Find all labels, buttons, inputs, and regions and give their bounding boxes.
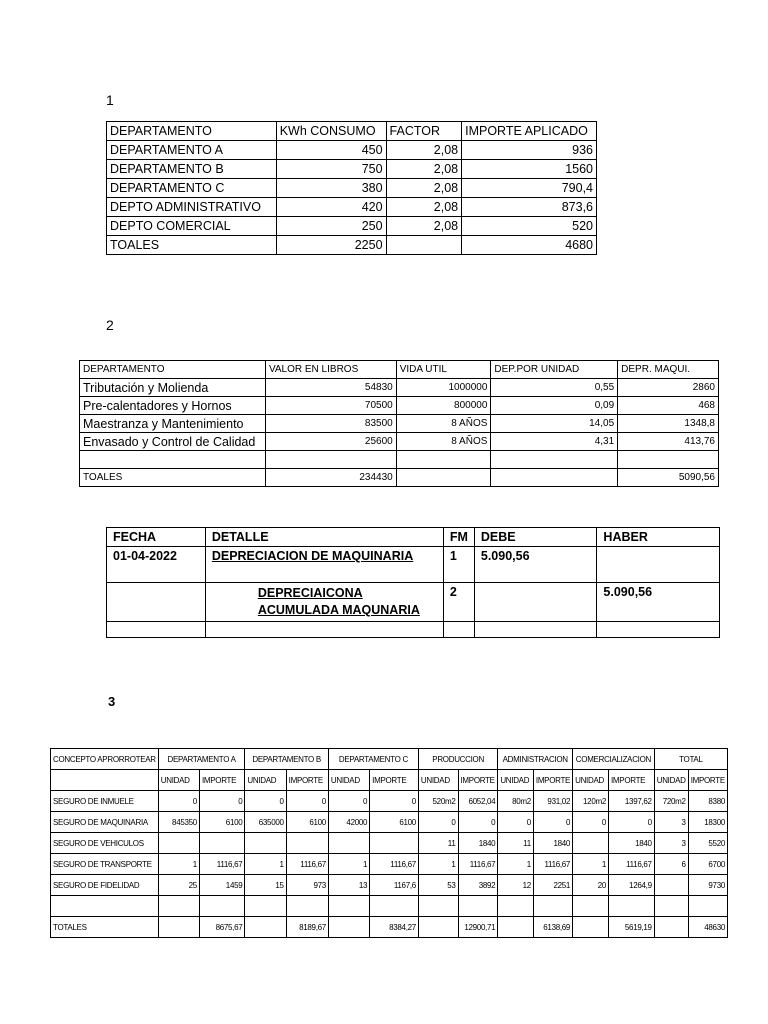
- cell-unidad: 25: [158, 875, 199, 896]
- cell-unidad: 0: [418, 812, 458, 833]
- journal-entry-table: [106, 527, 720, 638]
- empty-cell: [443, 622, 474, 638]
- cell-unidad: 1: [498, 854, 534, 875]
- header-factor: FACTOR: [386, 122, 462, 141]
- header-haber: HABER: [597, 528, 720, 547]
- cell-detalle: [205, 583, 443, 622]
- cell-dep-unidad: 14,05: [491, 415, 618, 433]
- cell-departamento: DEPARTAMENTO B: [107, 160, 277, 179]
- cell-detalle: DEPRECIACION DE MAQUINARIA: [205, 547, 443, 583]
- cell-importe: 0: [286, 791, 328, 812]
- cell-fm: 1: [443, 547, 474, 583]
- credit-account-text: DEPRECIAICONA ACUMULADA MAQUNARIA: [257, 586, 420, 617]
- subheader-unidad: UNIDAD: [328, 770, 369, 791]
- cell-unidad: 1: [418, 854, 458, 875]
- total-cell: 6138,69: [533, 917, 572, 938]
- cell-factor: 2,08: [386, 217, 462, 236]
- cell-depr-maqui: 2860: [618, 379, 719, 397]
- journal-row-credit: [107, 583, 720, 622]
- cell-unidad: 0: [498, 812, 534, 833]
- cell-departamento: DEPARTAMENTO C: [107, 179, 277, 198]
- total-cell: [245, 917, 286, 938]
- electricity-allocation-table: [106, 121, 597, 255]
- cell-importe: 1116,67: [533, 854, 572, 875]
- cell-haber: 5.090,56: [597, 583, 720, 622]
- header-vida-util: VIDA UTIL: [396, 361, 491, 379]
- empty-cell: [245, 896, 286, 917]
- header-valor-en-libros: VALOR EN LIBROS: [265, 361, 396, 379]
- cell-importe: 0: [199, 791, 244, 812]
- cell-importe: [286, 833, 328, 854]
- cell-unidad: 520m2: [418, 791, 458, 812]
- cell-unidad: 0: [328, 791, 369, 812]
- cell-dep-unidad: 0,09: [491, 397, 618, 415]
- cell-importe: 0: [609, 812, 655, 833]
- total-label: TOALES: [107, 236, 277, 255]
- table-row: [80, 397, 719, 415]
- cell-unidad: 1: [573, 854, 609, 875]
- cell-unidad: 13: [328, 875, 369, 896]
- cell-importe: 1116,67: [370, 854, 419, 875]
- table-row: [51, 875, 728, 896]
- total-depr-maqui: 5090,56: [618, 469, 719, 487]
- cell-factor: 2,08: [386, 198, 462, 217]
- empty-cell: [370, 896, 419, 917]
- total-cell: 5619,19: [609, 917, 655, 938]
- cell-dep-unidad: 4,31: [491, 433, 618, 451]
- total-cell: [418, 917, 458, 938]
- cell-importe: 0: [458, 812, 498, 833]
- cell-importe: 1840: [533, 833, 572, 854]
- empty-cell: [51, 770, 159, 791]
- total-factor: [386, 236, 462, 255]
- subheader-importe: IMPORTE: [533, 770, 572, 791]
- cell-kwh: 380: [276, 179, 386, 198]
- empty-row: [80, 451, 719, 469]
- cell-unidad: 6: [654, 854, 688, 875]
- table-row: [107, 217, 597, 236]
- cell-importe: 5520: [688, 833, 727, 854]
- empty-cell: [474, 622, 597, 638]
- empty-cell: [533, 896, 572, 917]
- cell-importe: 1560: [462, 160, 597, 179]
- section-3-number: 3: [108, 694, 116, 709]
- cell-unidad: 3: [654, 812, 688, 833]
- total-label: TOALES: [80, 469, 266, 487]
- cell-importe: [199, 833, 244, 854]
- cell-dep-unidad: 0,55: [491, 379, 618, 397]
- subheader-importe: IMPORTE: [609, 770, 655, 791]
- table-row: [51, 812, 728, 833]
- cell-unidad: 20: [573, 875, 609, 896]
- subheader-unidad: UNIDAD: [158, 770, 199, 791]
- machinery-depreciation-table: [79, 360, 719, 487]
- cell-importe: 2251: [533, 875, 572, 896]
- section-1-number: 1: [106, 92, 114, 108]
- cell-kwh: 750: [276, 160, 386, 179]
- cell-concepto: SEGURO DE FIDELIDAD: [51, 875, 159, 896]
- cell-factor: 2,08: [386, 141, 462, 160]
- insurance-total: [51, 917, 728, 938]
- cell-importe: 0: [533, 812, 572, 833]
- cell-unidad: 1: [328, 854, 369, 875]
- header-departamento-c: DEPARTAMENTO C: [328, 749, 418, 770]
- cell-unidad: 1: [158, 854, 199, 875]
- cell-unidad: 720m2: [654, 791, 688, 812]
- cell-departamento: DEPTO ADMINISTRATIVO: [107, 198, 277, 217]
- total-label: TOTALES: [51, 917, 159, 938]
- table-row: [51, 854, 728, 875]
- cell-importe: 520: [462, 217, 597, 236]
- cell-valor: 83500: [265, 415, 396, 433]
- table-row: [80, 379, 719, 397]
- cell-unidad: 42000: [328, 812, 369, 833]
- cell-fm: 2: [443, 583, 474, 622]
- insurance-allocation-table: [50, 748, 728, 938]
- cell-vida: 8 AÑOS: [396, 415, 491, 433]
- cell-unidad: 12: [498, 875, 534, 896]
- cell-unidad: 3: [654, 833, 688, 854]
- cell-importe: 1840: [609, 833, 655, 854]
- table-row: [80, 433, 719, 451]
- cell-kwh: 450: [276, 141, 386, 160]
- table-row: [51, 791, 728, 812]
- cell-importe: 6100: [286, 812, 328, 833]
- header-departamento: DEPARTAMENTO: [80, 361, 266, 379]
- cell-unidad: 53: [418, 875, 458, 896]
- cell-importe: 8380: [688, 791, 727, 812]
- empty-cell: [396, 451, 491, 469]
- total-cell: 8189,67: [286, 917, 328, 938]
- cell-importe: 936: [462, 141, 597, 160]
- cell-concepto: SEGURO DE INMUELE: [51, 791, 159, 812]
- cell-departamento: Pre-calentadores y Hornos: [80, 397, 266, 415]
- table-row: [51, 833, 728, 854]
- header-departamento-a: DEPARTAMENTO A: [158, 749, 245, 770]
- cell-unidad: 11: [418, 833, 458, 854]
- cell-unidad: 635000: [245, 812, 286, 833]
- total-cell: [328, 917, 369, 938]
- total-row: [80, 469, 719, 487]
- empty-cell: [265, 451, 396, 469]
- total-row: [51, 917, 728, 938]
- cell-factor: 2,08: [386, 179, 462, 198]
- cell-departamento: DEPTO COMERCIAL: [107, 217, 277, 236]
- cell-importe: 6100: [370, 812, 419, 833]
- subheader-unidad: UNIDAD: [573, 770, 609, 791]
- cell-depr-maqui: 413,76: [618, 433, 719, 451]
- header-detalle: DETALLE: [205, 528, 443, 547]
- cell-unidad: 0: [245, 791, 286, 812]
- cell-importe: 1167,6: [370, 875, 419, 896]
- cell-unidad: 0: [158, 791, 199, 812]
- subheader-importe: IMPORTE: [688, 770, 727, 791]
- cell-importe: 6100: [199, 812, 244, 833]
- header-fm: FM: [443, 528, 474, 547]
- table-row: [80, 415, 719, 433]
- cell-importe: 0: [370, 791, 419, 812]
- cell-importe: 1116,67: [458, 854, 498, 875]
- cell-vida: 1000000: [396, 379, 491, 397]
- cell-haber: [597, 547, 720, 583]
- empty-cell: [107, 622, 206, 638]
- cell-importe: 1840: [458, 833, 498, 854]
- cell-unidad: [654, 875, 688, 896]
- cell-importe: [370, 833, 419, 854]
- table-header-row: [51, 749, 728, 770]
- cell-kwh: 420: [276, 198, 386, 217]
- cell-unidad: 120m2: [573, 791, 609, 812]
- cell-unidad: 845350: [158, 812, 199, 833]
- cell-unidad: [158, 833, 199, 854]
- cell-debe: [474, 583, 597, 622]
- cell-importe: 1116,67: [199, 854, 244, 875]
- total-kwh: 2250: [276, 236, 386, 255]
- total-importe: 4680: [462, 236, 597, 255]
- cell-importe: 873,6: [462, 198, 597, 217]
- cell-concepto: SEGURO DE MAQUINARIA: [51, 812, 159, 833]
- table-header-row: [107, 122, 597, 141]
- empty-cell: [618, 451, 719, 469]
- empty-cell: [199, 896, 244, 917]
- cell-vida: 800000: [396, 397, 491, 415]
- header-produccion: PRODUCCION: [418, 749, 497, 770]
- header-depr-maqui: DEPR. MAQUI.: [618, 361, 719, 379]
- section-2-number: 2: [106, 317, 114, 333]
- cell-fecha: [107, 583, 206, 622]
- cell-unidad: 15: [245, 875, 286, 896]
- cell-departamento: Tributación y Molienda: [80, 379, 266, 397]
- cell-unidad: 0: [573, 812, 609, 833]
- cell-importe: 6052,04: [458, 791, 498, 812]
- empty-cell: [458, 896, 498, 917]
- total-cell: 8675,67: [199, 917, 244, 938]
- header-departamento: DEPARTAMENTO: [107, 122, 277, 141]
- header-total: TOTAL: [654, 749, 727, 770]
- cell-unidad: 80m2: [498, 791, 534, 812]
- empty-cell: [688, 896, 727, 917]
- cell-unidad: 1: [245, 854, 286, 875]
- cell-importe: 1116,67: [286, 854, 328, 875]
- subheader-importe: IMPORTE: [458, 770, 498, 791]
- cell-importe: 6700: [688, 854, 727, 875]
- cell-valor: 70500: [265, 397, 396, 415]
- cell-importe: 9730: [688, 875, 727, 896]
- table-row: [107, 141, 597, 160]
- total-cell: [498, 917, 534, 938]
- total-vida: [396, 469, 491, 487]
- header-importe-aplicado: IMPORTE APLICADO: [462, 122, 597, 141]
- empty-cell: [80, 451, 266, 469]
- cell-valor: 54830: [265, 379, 396, 397]
- empty-cell: [491, 451, 618, 469]
- total-cell: 48630: [688, 917, 727, 938]
- table-row: [107, 179, 597, 198]
- empty-row: [107, 622, 720, 638]
- cell-importe: 973: [286, 875, 328, 896]
- cell-importe: 1459: [199, 875, 244, 896]
- total-cell: 12900,71: [458, 917, 498, 938]
- header-dep-por-unidad: DEP.POR UNIDAD: [491, 361, 618, 379]
- table-header-row: [80, 361, 719, 379]
- subheader-importe: IMPORTE: [286, 770, 328, 791]
- journal-row-debit: [107, 547, 720, 583]
- cell-factor: 2,08: [386, 160, 462, 179]
- header-administracion: ADMINISTRACION: [498, 749, 573, 770]
- cell-concepto: SEGURO DE TRANSPORTE: [51, 854, 159, 875]
- header-kwh-consumo: KWh CONSUMO: [276, 122, 386, 141]
- table-row: [107, 160, 597, 179]
- subheader-unidad: UNIDAD: [245, 770, 286, 791]
- cell-unidad: [245, 833, 286, 854]
- table-row: [107, 198, 597, 217]
- total-row: [107, 236, 597, 255]
- header-concepto: CONCEPTO APRORROTEAR: [51, 749, 159, 770]
- total-cell: [158, 917, 199, 938]
- empty-cell: [205, 622, 443, 638]
- cell-importe: 1116,67: [609, 854, 655, 875]
- subheader-row: [51, 770, 728, 791]
- cell-departamento: Maestranza y Mantenimiento: [80, 415, 266, 433]
- empty-cell: [51, 896, 159, 917]
- subheader-unidad: UNIDAD: [498, 770, 534, 791]
- cell-importe: 1264,9: [609, 875, 655, 896]
- subheader-unidad: UNIDAD: [654, 770, 688, 791]
- empty-cell: [328, 896, 369, 917]
- cell-debe: 5.090,56: [474, 547, 597, 583]
- total-dep-unidad: [491, 469, 618, 487]
- cell-vida: 8 AÑOS: [396, 433, 491, 451]
- cell-importe: 1397,62: [609, 791, 655, 812]
- cell-unidad: 11: [498, 833, 534, 854]
- header-departamento-b: DEPARTAMENTO B: [245, 749, 329, 770]
- cell-valor: 25600: [265, 433, 396, 451]
- cell-importe: 3892: [458, 875, 498, 896]
- empty-cell: [418, 896, 458, 917]
- cell-depr-maqui: 468: [618, 397, 719, 415]
- subheader-importe: IMPORTE: [199, 770, 244, 791]
- empty-cell: [158, 896, 199, 917]
- header-debe: DEBE: [474, 528, 597, 547]
- cell-importe: 18300: [688, 812, 727, 833]
- table-header-row: [107, 528, 720, 547]
- subheader-unidad: UNIDAD: [418, 770, 458, 791]
- empty-cell: [597, 622, 720, 638]
- cell-unidad: [328, 833, 369, 854]
- total-valor: 234430: [265, 469, 396, 487]
- empty-row: [51, 896, 728, 917]
- empty-cell: [286, 896, 328, 917]
- cell-unidad: [573, 833, 609, 854]
- cell-concepto: SEGURO DE VEHICULOS: [51, 833, 159, 854]
- total-cell: 8384,27: [370, 917, 419, 938]
- subheader-importe: IMPORTE: [370, 770, 419, 791]
- cell-kwh: 250: [276, 217, 386, 236]
- cell-depr-maqui: 1348,8: [618, 415, 719, 433]
- cell-importe: 790,4: [462, 179, 597, 198]
- insurance-rows: [51, 791, 728, 896]
- cell-fecha: 01-04-2022: [107, 547, 206, 583]
- empty-cell: [573, 896, 609, 917]
- cell-departamento: DEPARTAMENTO A: [107, 141, 277, 160]
- empty-cell: [498, 896, 534, 917]
- header-fecha: FECHA: [107, 528, 206, 547]
- header-comercializacion: COMERCIALIZACION: [573, 749, 655, 770]
- total-cell: [654, 917, 688, 938]
- total-cell: [573, 917, 609, 938]
- empty-cell: [654, 896, 688, 917]
- empty-cell: [609, 896, 655, 917]
- cell-departamento: Envasado y Control de Calidad: [80, 433, 266, 451]
- cell-importe: 931,02: [533, 791, 572, 812]
